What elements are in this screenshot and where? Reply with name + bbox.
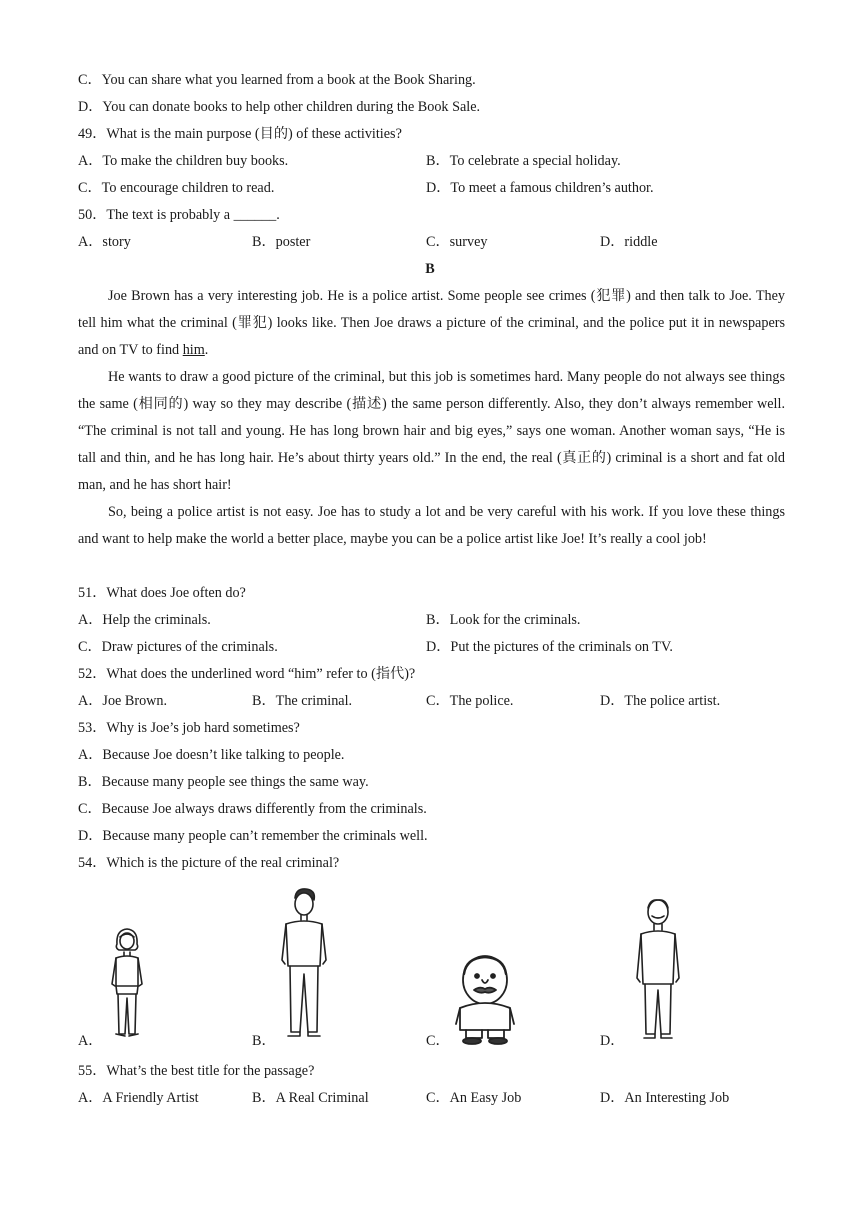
q51-option-b[interactable]: B．Look for the criminals. bbox=[426, 612, 581, 628]
q52-option-b[interactable]: B．The criminal. bbox=[252, 693, 353, 709]
q52-option-a[interactable]: A．Joe Brown. bbox=[78, 693, 168, 709]
q55-option-c[interactable]: C．An Easy Job bbox=[426, 1090, 522, 1106]
q54-option-a[interactable]: A． bbox=[78, 1033, 103, 1049]
figure-d-tall-old-man[interactable] bbox=[630, 896, 686, 1046]
q51-option-d[interactable]: D．Put the pictures of the criminals on TV. bbox=[426, 639, 673, 655]
paragraph-1-end: . bbox=[204, 342, 209, 358]
q52-stem: 52．What does the underlined word “him” refer to (指代)? bbox=[78, 666, 416, 682]
q54-option-b[interactable]: B． bbox=[252, 1033, 276, 1049]
q52-option-d[interactable]: D．The police artist. bbox=[600, 693, 721, 709]
paragraph-1-text: Joe Brown has a very interesting job. He is a police artist. Some people see crimes (犯罪) and then talk to Joe. They tell him what the criminal (罪犯) looks like. Then Joe draws a picture of the criminal, and the police put it in newspapers and on TV to find bbox=[78, 288, 785, 358]
q49-option-d[interactable]: D．To meet a famous children’s author. bbox=[426, 180, 654, 196]
q49-option-b[interactable]: B．To celebrate a special holiday. bbox=[426, 153, 621, 169]
q50-stem: 50．The text is probably a ______. bbox=[78, 207, 280, 223]
q53-option-d[interactable]: D．Because many people can’t remember the criminals well. bbox=[78, 828, 428, 844]
underlined-word: him bbox=[182, 342, 205, 358]
q54-option-c[interactable]: C． bbox=[426, 1033, 450, 1049]
q48-option-c: C．You can share what you learned from a book at the Book Sharing. bbox=[78, 72, 476, 88]
q50-option-a[interactable]: A．story bbox=[78, 234, 131, 250]
q53-option-a[interactable]: A．Because Joe doesn’t like talking to people. bbox=[78, 747, 345, 763]
q50-option-b[interactable]: B．poster bbox=[252, 234, 311, 250]
q53-stem: 53．Why is Joe’s job hard sometimes? bbox=[78, 720, 300, 736]
q53-option-c[interactable]: C．Because Joe always draws differently from the criminals. bbox=[78, 801, 427, 817]
q55-option-d[interactable]: D．An Interesting Job bbox=[600, 1090, 730, 1106]
q49-option-a[interactable]: A．To make the children buy books. bbox=[78, 153, 289, 169]
passage-paragraph-2: He wants to draw a good picture of the criminal, but this job is sometimes hard. Many people do not always see things the same (相同的) way so they may describe (描述) the same person differently. Also, they don’t always remember well. “The criminal is not tall and young. He has long brown hair and big eyes,” says one woman. Another woman says, “He is tall and thin, and he has long hair. He’s about thirty years old.” In the end, the real (真正的) criminal is a short and fat old man, and he has short hair! bbox=[78, 369, 785, 493]
q55-stem: 55．What’s the best title for the passage? bbox=[78, 1063, 315, 1079]
section-heading: B bbox=[425, 261, 435, 277]
q51-stem: 51．What does Joe often do? bbox=[78, 585, 246, 601]
figure-c-short-old-man[interactable] bbox=[452, 952, 518, 1046]
q48-option-d: D．You can donate books to help other children during the Book Sale. bbox=[78, 99, 481, 115]
q52-option-c[interactable]: C．The police. bbox=[426, 693, 514, 709]
q55-option-a[interactable]: A．A Friendly Artist bbox=[78, 1090, 199, 1106]
q53-option-b[interactable]: B．Because many people see things the same way. bbox=[78, 774, 369, 790]
q55-option-b[interactable]: B．A Real Criminal bbox=[252, 1090, 369, 1106]
q49-option-c[interactable]: C．To encourage children to read. bbox=[78, 180, 275, 196]
q50-option-c[interactable]: C．survey bbox=[426, 234, 488, 250]
q51-option-a[interactable]: A．Help the criminals. bbox=[78, 612, 211, 628]
q54-option-d[interactable]: D． bbox=[600, 1033, 625, 1049]
q54-stem: 54．Which is the picture of the real criminal? bbox=[78, 855, 340, 871]
figure-a-young-person[interactable] bbox=[104, 926, 150, 1046]
passage-paragraph-1 bbox=[78, 283, 785, 364]
figure-b-tall-man[interactable] bbox=[276, 886, 332, 1046]
passage-paragraph-3: So, being a police artist is not easy. Joe has to study a lot and be very careful with his work. If you love these things and want to help make the world a better place, maybe you can be a police artist like Joe! It’s really a cool job! bbox=[78, 504, 785, 547]
q50-option-d[interactable]: D．riddle bbox=[600, 234, 658, 250]
q51-option-c[interactable]: C．Draw pictures of the criminals. bbox=[78, 639, 278, 655]
q49-stem: 49．What is the main purpose (目的) of these activities? bbox=[78, 126, 402, 142]
